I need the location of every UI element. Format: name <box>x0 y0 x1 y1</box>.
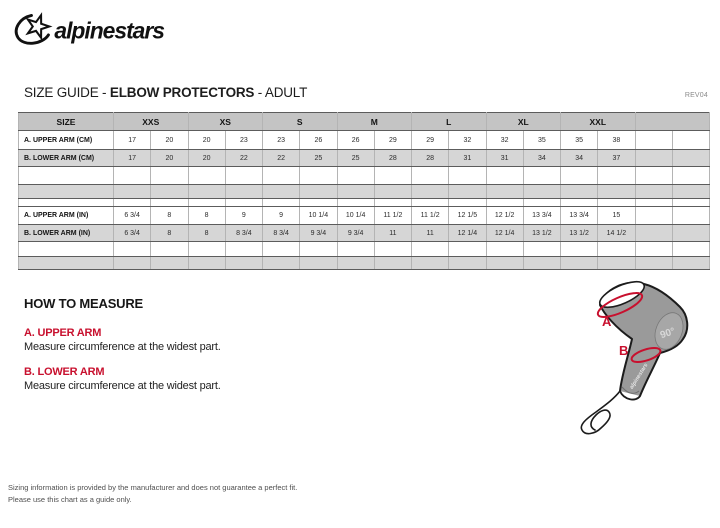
value-cell <box>374 242 411 257</box>
measure-item-upper-arm <box>24 327 424 353</box>
value-cell <box>635 199 672 207</box>
value-cell <box>635 207 672 225</box>
size-column-header: XS <box>188 113 263 131</box>
row-label-cell <box>19 185 114 199</box>
value-cell <box>672 207 709 225</box>
hand <box>581 391 640 434</box>
value-cell <box>561 185 598 199</box>
value-cell <box>412 242 449 257</box>
alpinestars-logo <box>12 7 190 51</box>
value-cell: 20 <box>188 131 225 150</box>
table-empty-row <box>19 257 710 270</box>
value-cell <box>449 167 486 185</box>
value-cell <box>300 199 337 207</box>
value-cell <box>151 257 188 270</box>
table-empty-row <box>19 185 710 199</box>
measure-item-lower-arm <box>24 366 424 392</box>
value-cell: 8 3/4 <box>225 225 262 242</box>
value-cell: 11 <box>412 225 449 242</box>
diagram-label-b: B <box>619 343 629 358</box>
value-cell: 37 <box>598 150 635 167</box>
value-cell <box>337 199 374 207</box>
value-cell: 31 <box>486 150 523 167</box>
size-column-header: L <box>412 113 487 131</box>
how-to-measure-heading: HOW TO MEASURE <box>24 296 144 311</box>
value-cell <box>188 242 225 257</box>
value-cell <box>263 242 300 257</box>
row-label-cell: B. LOWER ARM (CM) <box>19 150 114 167</box>
row-label-cell: B. LOWER ARM (IN) <box>19 225 114 242</box>
how-to-measure-section <box>24 296 424 405</box>
value-cell: 31 <box>449 150 486 167</box>
value-cell: 38 <box>598 131 635 150</box>
sleeve-brand-text: alpinestars <box>628 362 650 391</box>
value-cell: 11 <box>374 225 411 242</box>
table-empty-row <box>19 167 710 185</box>
size-column-header <box>635 113 710 131</box>
row-label-cell <box>19 199 114 207</box>
value-cell: 10 1/4 <box>337 207 374 225</box>
table-row <box>19 225 710 242</box>
value-cell <box>486 199 523 207</box>
elbow-protector-diagram <box>556 279 716 451</box>
value-cell <box>523 199 560 207</box>
value-cell <box>672 185 709 199</box>
value-cell <box>188 185 225 199</box>
value-cell <box>412 185 449 199</box>
table-row <box>19 150 710 167</box>
value-cell <box>374 199 411 207</box>
value-cell: 9 <box>263 207 300 225</box>
row-label-cell: A. UPPER ARM (IN) <box>19 207 114 225</box>
value-cell <box>412 257 449 270</box>
value-cell <box>672 242 709 257</box>
value-cell <box>672 257 709 270</box>
value-cell <box>635 225 672 242</box>
value-cell <box>635 150 672 167</box>
value-cell <box>114 167 151 185</box>
value-cell <box>598 199 635 207</box>
value-cell <box>300 167 337 185</box>
value-cell: 22 <box>225 150 262 167</box>
value-cell: 26 <box>337 131 374 150</box>
value-cell <box>486 185 523 199</box>
value-cell: 15 <box>598 207 635 225</box>
value-cell: 35 <box>561 131 598 150</box>
page-title <box>24 85 307 100</box>
value-cell <box>114 185 151 199</box>
value-cell <box>635 131 672 150</box>
value-cell: 10 1/4 <box>300 207 337 225</box>
size-table <box>18 112 710 270</box>
value-cell: 35 <box>523 131 560 150</box>
value-cell: 26 <box>300 131 337 150</box>
value-cell <box>225 242 262 257</box>
value-cell <box>412 167 449 185</box>
value-cell <box>561 199 598 207</box>
value-cell: 9 <box>225 207 262 225</box>
value-cell <box>523 242 560 257</box>
value-cell: 25 <box>337 150 374 167</box>
value-cell: 9 3/4 <box>337 225 374 242</box>
value-cell: 17 <box>114 131 151 150</box>
value-cell <box>561 167 598 185</box>
value-cell <box>598 167 635 185</box>
value-cell <box>225 167 262 185</box>
value-cell <box>672 131 709 150</box>
value-cell <box>598 185 635 199</box>
value-cell: 34 <box>523 150 560 167</box>
value-cell <box>263 257 300 270</box>
title-suffix: - ADULT <box>254 85 308 100</box>
table-empty-row <box>19 242 710 257</box>
value-cell: 20 <box>188 150 225 167</box>
title-product: ELBOW PROTECTORS <box>109 85 255 100</box>
value-cell <box>523 185 560 199</box>
value-cell <box>300 242 337 257</box>
measure-label-a: A. UPPER ARM <box>24 327 102 339</box>
value-cell: 34 <box>561 150 598 167</box>
title-prefix: SIZE GUIDE - <box>24 85 110 100</box>
value-cell: 22 <box>263 150 300 167</box>
value-cell: 12 1/2 <box>486 207 523 225</box>
value-cell <box>672 150 709 167</box>
value-cell <box>412 199 449 207</box>
value-cell <box>337 242 374 257</box>
value-cell <box>523 167 560 185</box>
logo-wordmark: alpinestars <box>54 17 164 44</box>
value-cell <box>598 257 635 270</box>
value-cell: 32 <box>486 131 523 150</box>
value-cell <box>114 242 151 257</box>
value-cell <box>635 257 672 270</box>
value-cell: 8 <box>188 207 225 225</box>
value-cell <box>561 257 598 270</box>
value-cell <box>188 167 225 185</box>
value-cell: 25 <box>300 150 337 167</box>
revision-label: REV04 <box>684 92 708 99</box>
value-cell <box>672 167 709 185</box>
value-cell <box>151 185 188 199</box>
value-cell <box>300 257 337 270</box>
value-cell <box>635 242 672 257</box>
size-table-wrap <box>18 112 710 270</box>
value-cell: 12 1/4 <box>449 225 486 242</box>
value-cell: 6 3/4 <box>114 225 151 242</box>
value-cell <box>263 167 300 185</box>
value-cell <box>672 199 709 207</box>
value-cell <box>114 257 151 270</box>
value-cell <box>263 185 300 199</box>
value-cell: 28 <box>374 150 411 167</box>
value-cell <box>672 225 709 242</box>
value-cell <box>188 257 225 270</box>
table-row <box>19 131 710 150</box>
value-cell: 23 <box>225 131 262 150</box>
value-cell: 14 1/2 <box>598 225 635 242</box>
value-cell: 32 <box>449 131 486 150</box>
value-cell: 12 1/4 <box>486 225 523 242</box>
value-cell <box>374 167 411 185</box>
value-cell <box>151 167 188 185</box>
value-cell: 6 3/4 <box>114 207 151 225</box>
value-cell: 11 1/2 <box>412 207 449 225</box>
value-cell <box>374 185 411 199</box>
value-cell: 13 1/2 <box>523 225 560 242</box>
size-column-header: M <box>337 113 412 131</box>
value-cell: 20 <box>151 150 188 167</box>
value-cell <box>225 199 262 207</box>
value-cell <box>449 242 486 257</box>
value-cell: 29 <box>412 131 449 150</box>
value-cell: 29 <box>374 131 411 150</box>
title-row <box>24 85 708 100</box>
table-row <box>19 207 710 225</box>
footer-disclaimer <box>8 482 297 505</box>
value-cell <box>263 199 300 207</box>
value-cell <box>486 167 523 185</box>
diagram-label-a: A <box>602 314 612 329</box>
astar-icon <box>16 15 49 43</box>
value-cell <box>337 257 374 270</box>
footer-line-2: Please use this chart as a guide only. <box>8 494 132 504</box>
value-cell <box>449 185 486 199</box>
value-cell: 23 <box>263 131 300 150</box>
footer-line-1: Sizing information is provided by the manufacturer and does not guarantee a perfect fit. <box>8 483 298 492</box>
value-cell <box>114 199 151 207</box>
value-cell: 12 1/5 <box>449 207 486 225</box>
value-cell: 17 <box>114 150 151 167</box>
value-cell: 13 1/2 <box>561 225 598 242</box>
value-cell <box>598 242 635 257</box>
value-cell: 9 3/4 <box>300 225 337 242</box>
value-cell: 8 <box>151 207 188 225</box>
value-cell: 20 <box>151 131 188 150</box>
angle-90-label: 90° <box>658 326 677 342</box>
value-cell <box>449 199 486 207</box>
value-cell <box>300 185 337 199</box>
value-cell <box>225 185 262 199</box>
value-cell: 8 <box>151 225 188 242</box>
row-label-cell: A. UPPER ARM (CM) <box>19 131 114 150</box>
value-cell <box>225 257 262 270</box>
value-cell <box>337 185 374 199</box>
value-cell: 13 3/4 <box>561 207 598 225</box>
value-cell <box>188 199 225 207</box>
table-header-row <box>19 113 710 131</box>
value-cell <box>523 257 560 270</box>
size-column-header: XXS <box>114 113 189 131</box>
row-label-cell <box>19 242 114 257</box>
value-cell <box>486 242 523 257</box>
value-cell: 8 <box>188 225 225 242</box>
value-cell: 13 3/4 <box>523 207 560 225</box>
value-cell <box>635 167 672 185</box>
size-column-header: S <box>263 113 338 131</box>
value-cell <box>151 242 188 257</box>
table-corner-header: SIZE <box>19 113 114 131</box>
value-cell <box>374 257 411 270</box>
value-cell: 8 3/4 <box>263 225 300 242</box>
table-empty-row <box>19 199 710 207</box>
size-column-header: XXL <box>561 113 636 131</box>
value-cell: 28 <box>412 150 449 167</box>
value-cell <box>449 257 486 270</box>
row-label-cell <box>19 167 114 185</box>
size-column-header: XL <box>486 113 561 131</box>
value-cell <box>635 185 672 199</box>
value-cell <box>337 167 374 185</box>
value-cell <box>486 257 523 270</box>
value-cell <box>561 242 598 257</box>
measure-label-b: B. LOWER ARM <box>24 366 105 378</box>
value-cell <box>151 199 188 207</box>
value-cell: 11 1/2 <box>374 207 411 225</box>
row-label-cell <box>19 257 114 270</box>
measure-desc-a: Measure circumference at the widest part. <box>24 341 221 353</box>
measure-desc-b: Measure circumference at the widest part. <box>24 380 221 392</box>
